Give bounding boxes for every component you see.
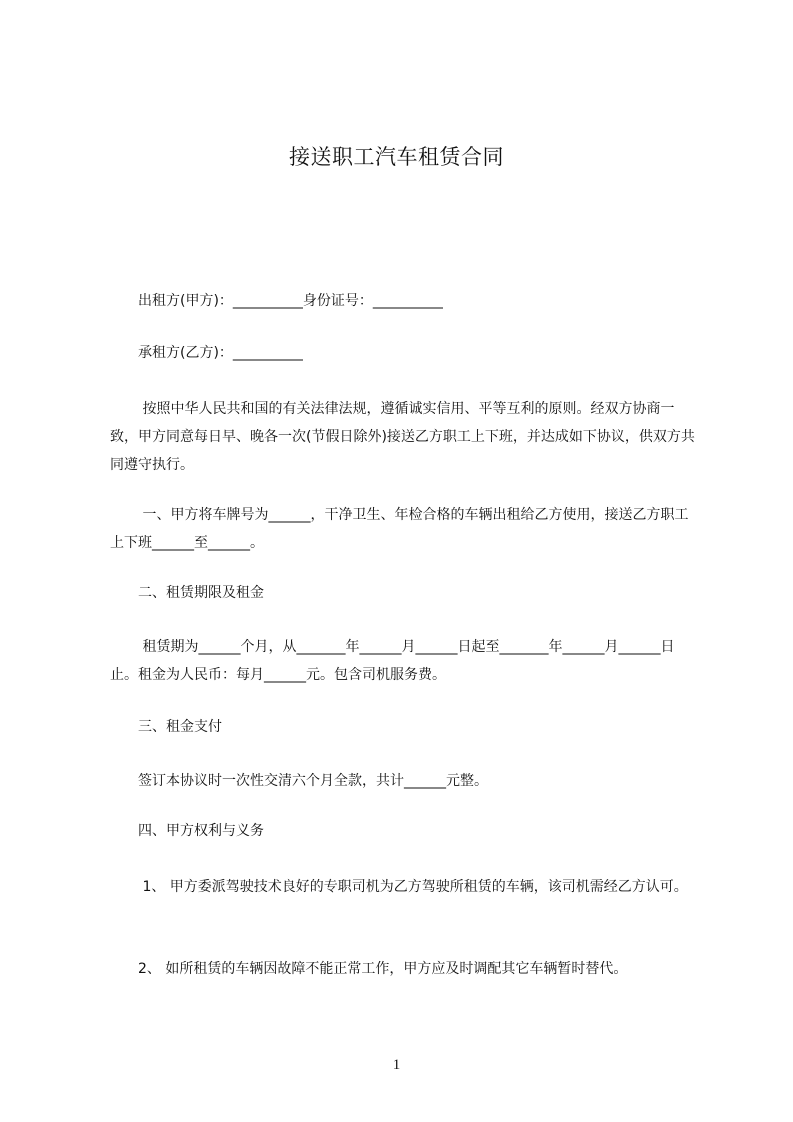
lessee-line: 承租方(乙方)：__________: [110, 345, 303, 361]
preamble-paragraph: 按照中华人民共和国的有关法律法规，遵循诚实信用、平等互利的原则。经双方协商一致，甲方同意每日早、晚各一次(节假日除外)接送乙方职工上下班，并达成如下协议，供双方共同遵守执行。: [110, 401, 695, 473]
lease-term-paragraph: 租赁期为______个月，从_______年______月______日起至_______年______月______日止。租金为人民币：每月______元。包含司机服务费。: [110, 639, 675, 683]
clause-1-paragraph: 一、甲方将车牌号为______，干净卫生、年检合格的车辆出租给乙方使用，接送乙方职工上下班______至______。: [110, 507, 689, 551]
section-4-heading: 四、甲方权利与义务: [110, 823, 264, 839]
lessor-line: 出租方(甲方)：__________身份证号：__________: [110, 293, 443, 309]
page-number: 1: [392, 1057, 401, 1073]
duty-2-paragraph: 2、 如所租赁的车辆因故障不能正常工作，甲方应及时调配其它车辆暂时替代。: [110, 961, 628, 977]
section-2-heading: 二、租赁期限及租金: [110, 585, 264, 601]
section-3-heading: 三、租金支付: [110, 719, 222, 735]
payment-paragraph: 签订本协议时一次性交清六个月全款，共计______元整。: [110, 773, 488, 789]
duty-1-paragraph: 1、 甲方委派驾驶技术良好的专职司机为乙方驾驶所租赁的车辆，该司机需经乙方认可。: [110, 879, 688, 895]
document-title: 接送职工汽车租赁合同: [289, 145, 504, 169]
